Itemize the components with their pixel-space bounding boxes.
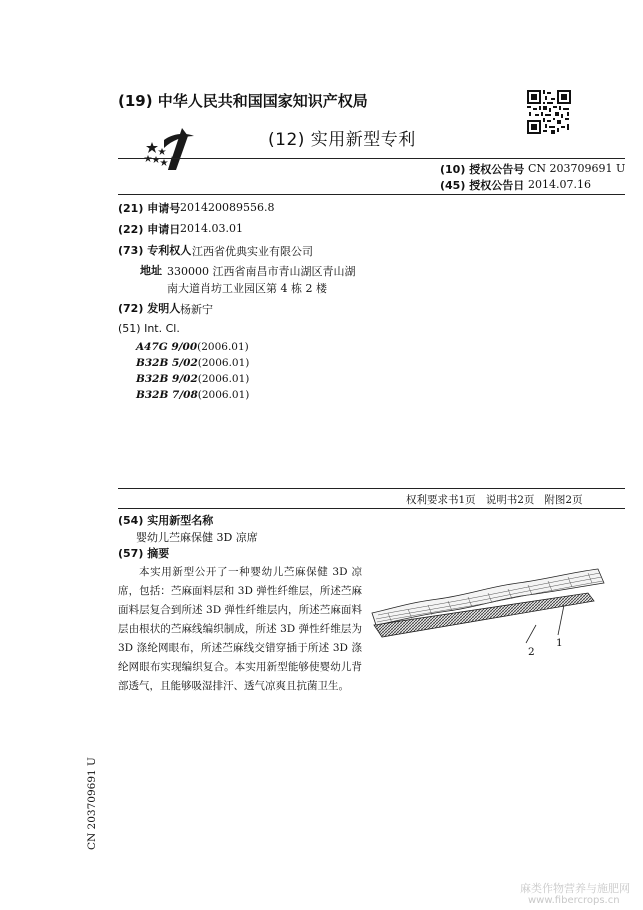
ipc-entry [136, 389, 249, 401]
owner: 江西省优典实业有限公司 [192, 245, 313, 258]
inventor-label: (72) 发明人 [118, 302, 181, 315]
pub-date: 2014.07.16 [528, 178, 591, 191]
address-line-1: 330000 江西省南昌市青山湖区青山湖 [167, 265, 356, 278]
header-divider-top [118, 158, 625, 159]
ipc-code: B32B 9/02 [136, 373, 198, 385]
pub-no-label: (10) 授权公告号 [440, 163, 525, 176]
pub-date-label: (45) 授权公告日 [440, 179, 525, 192]
ipc-label: (51) Int. Cl. [118, 322, 180, 335]
ipc-entry [136, 357, 249, 369]
abstract-label: (57) 摘要 [118, 547, 170, 560]
ipc-version: (2006.01) [197, 357, 250, 369]
abstract-text [118, 563, 362, 696]
pages-info: 权利要求书1页 说明书2页 附图2页 [406, 494, 583, 506]
owner-label: (73) 专利权人 [118, 244, 192, 257]
watermark-line-1: 麻类作物营养与施肥网 [520, 882, 630, 895]
app-date-label: (22) 申请日 [118, 223, 181, 236]
watermark-line-2: www.fibercrops.cn [528, 895, 620, 906]
document-type: (12) 实用新型专利 [268, 130, 416, 150]
ipc-entry [136, 373, 249, 385]
figure-label-2: 2 [528, 646, 535, 658]
ipc-code: B32B 7/08 [136, 389, 198, 401]
app-no-label: (21) 申请号 [118, 202, 181, 215]
title-label: (54) 实用新型名称 [118, 514, 214, 527]
pages-divider-top [118, 488, 625, 489]
header-divider-bottom [118, 194, 625, 195]
mat-figure [368, 563, 608, 663]
pages-divider-bottom [118, 508, 625, 509]
ipc-version: (2006.01) [197, 373, 250, 385]
app-no: 201420089556.8 [180, 201, 275, 214]
pub-no: CN 203709691 U [528, 162, 626, 175]
utility-model-title: 婴幼儿苎麻保健 3D 凉席 [136, 531, 258, 544]
abstract-paragraph: 本实用新型公开了一种婴幼儿苎麻保健 3D 凉席，包括：苎麻面料层和 3D 弹性纤维层，所述苎麻面料层复合到所述 3D 弹性纤维层内，所述苎麻面料层由根状的苎麻线编织制成，所述 3D 弹性纤维层为 3D 涤纶网眼布，所述苎麻线交错穿插于所述 3D 涤纶网眼布实现编织复合。本实用新型能够使婴幼儿背部透气，且能够吸湿排汗、透气凉爽且抗菌卫生。 [118, 566, 362, 692]
office-name: (19) 中华人民共和国国家知识产权局 [118, 92, 368, 110]
address-label: 地址 [140, 264, 162, 277]
ipc-version: (2006.01) [197, 389, 250, 401]
cnipa-logo [142, 126, 198, 172]
ipc-version: (2006.01) [197, 341, 249, 353]
side-pub-number: CN 203709691 U [86, 757, 98, 850]
figure-label-1: 1 [556, 637, 563, 649]
ipc-code: A47G 9/00 [136, 341, 198, 353]
ipc-code: B32B 5/02 [136, 357, 198, 369]
qr-code [527, 90, 571, 134]
app-date: 2014.03.01 [180, 222, 243, 235]
ipc-entry [136, 341, 249, 353]
address-line-2: 南大道肖坊工业园区第 4 栋 2 楼 [167, 282, 327, 295]
inventor: 杨新宁 [180, 303, 213, 316]
